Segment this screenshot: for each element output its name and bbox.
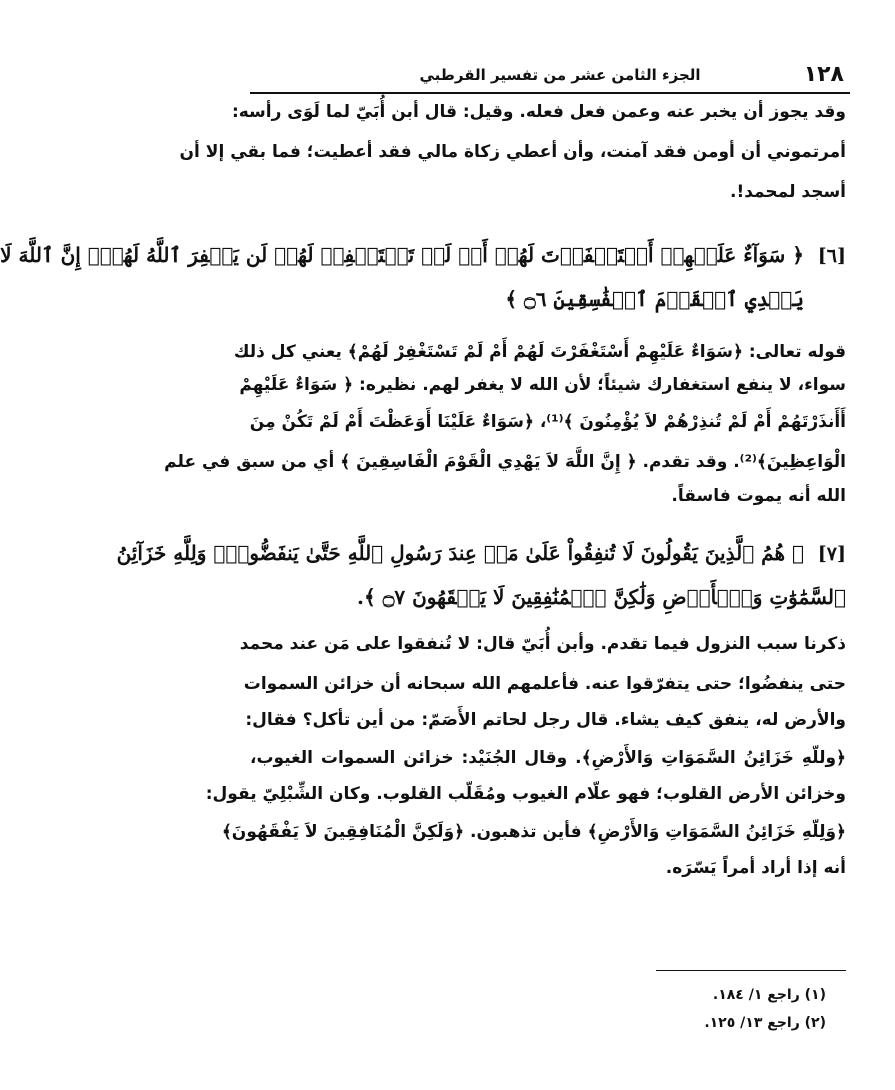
verse-line: ﴿ سَوَآءٌ عَلَيۡهِمۡ أَسۡتَغۡفَرۡتَ لَهُمۡ أَمۡ لَمۡ تَسۡتَغۡفِرۡ لَهُمۡ لَن يَغۡفِرَ ٱللَّهُ لَهُمۡۚ إِنَّ ٱللَّهَ لَا <box>0 243 804 267</box>
footnote-2: (٢) راجع ١٣/ ١٢٥. <box>704 1015 826 1031</box>
verse-line: يَهۡدِي ٱلۡقَوۡمَ ٱلۡفَٰسِقِينَ ۝٦ ﴾ <box>505 287 804 311</box>
footnote-rule <box>656 970 846 971</box>
text-line: أسجد لمحمد!. <box>730 182 846 202</box>
running-title: الجزء الثامن عشر من تفسير القرطبي <box>419 66 701 84</box>
text-line: الْوَاعِظِينَ﴾⁽²⁾. وقد تقدم. ﴿ إِنَّ اللَّهَ لاَ يَهْدِي الْقَوْمَ الْفَاسِقِينَ ﴾ أي من سبق في علم <box>164 452 846 472</box>
verse-number: [٧] <box>817 543 846 565</box>
text-line: وقد يجوز أن يخبر عنه وعمن فعل فعله. وقيل: قال أبن أُبَيّ لما لَوَى رأسه: <box>231 102 846 122</box>
text-line: الله أنه يموت فاسقاً. <box>671 486 846 506</box>
footnote-1: (١) راجع ١/ ١٨٤. <box>712 987 826 1003</box>
text-line: ﴿وللّهِ خَزَائِنُ السَّمَوَاتِ وَالأَرْضِ﴾. وقال الجُنَيْد: خزائن السموات الغيوب، <box>250 748 846 768</box>
text-line: ﴿وَلِلّهِ خَزَائِنُ السَّمَوَاتِ وَالأَرْضِ﴾ فأين تذهبون. ﴿وَلَكِنَّ الْمُنَافِقِينَ لاَ يَفْقَهُونَ﴾ <box>221 822 846 842</box>
verse-line: ٱلسَّمَٰوَٰتِ وَٱلۡأَرۡضِ وَلَٰكِنَّ ٱلۡمُنَٰفِقِينَ لَا يَفۡقَهُونَ ۝٧ ﴾. <box>357 585 846 609</box>
page-header <box>250 58 850 94</box>
text-line: ذكرنا سبب النزول فيما تقدم. وأبن أُبَيّ قال: لا تُنفقوا على مَن عند محمد <box>239 634 846 654</box>
verse-line: ﴿ هُمُ ٱلَّذِينَ يَقُولُونَ لَا تُنفِقُواْ عَلَىٰ مَنۡ عِندَ رَسُولِ ٱللَّهِ حَتَّىٰ يَنفَضُّواْۗ وَلِلَّهِ خَزَآئِنُ <box>116 541 804 565</box>
text-line: سواء، لا ينفع استغفارك شيئاً؛ لأن الله لا يغفر لهم. نظيره: ﴿ سَوَاءٌ عَلَيْهِمْ <box>239 375 846 395</box>
text-line: وخزائن الأرض القلوب؛ فهو علّام الغيوب ومُقَلّب القلوب. وكان الشِّبْلِيّ يقول: <box>205 784 846 804</box>
text-line: قوله تعالى: ﴿سَوَاءٌ عَلَيْهِمْ أَسْتَغْفَرْتَ لَهُمْ أَمْ لَمْ تَسْتَغْفِرْ لَهُمْ﴾ يعني كل ذلك <box>233 342 846 362</box>
verse-number: [٦] <box>817 245 846 267</box>
page-number: ١٢٨ <box>803 62 844 87</box>
text-line: حتى ينفضُوا؛ حتى يتفرّقوا عنه. فأعلمهم الله سبحانه أن خزائن السموات <box>243 674 846 694</box>
text-line: والأرض له، ينفق كيف يشاء. قال رجل لحاتم الأَصَمّ: من أين تأكل؟ فقال: <box>245 710 846 730</box>
text-line: أمرتموني أن أومن فقد آمنت، وأن أعطي زكاة مالي فقد أعطيت؛ فما بقي إلا أن <box>179 142 846 162</box>
text-line: أنه إذا أراد أمراً يَسّرَه. <box>665 858 846 878</box>
text-line: أَأَنذَرْتَهُمْ أَمْ لَمْ تُنذِرْهُمْ لاَ يُؤْمِنُونَ ﴾⁽¹⁾، ﴿سَوَاءٌ عَلَيْنَا أَوَعَظْتَ أَمْ لَمْ تَكُنْ مِنَ <box>249 412 846 432</box>
